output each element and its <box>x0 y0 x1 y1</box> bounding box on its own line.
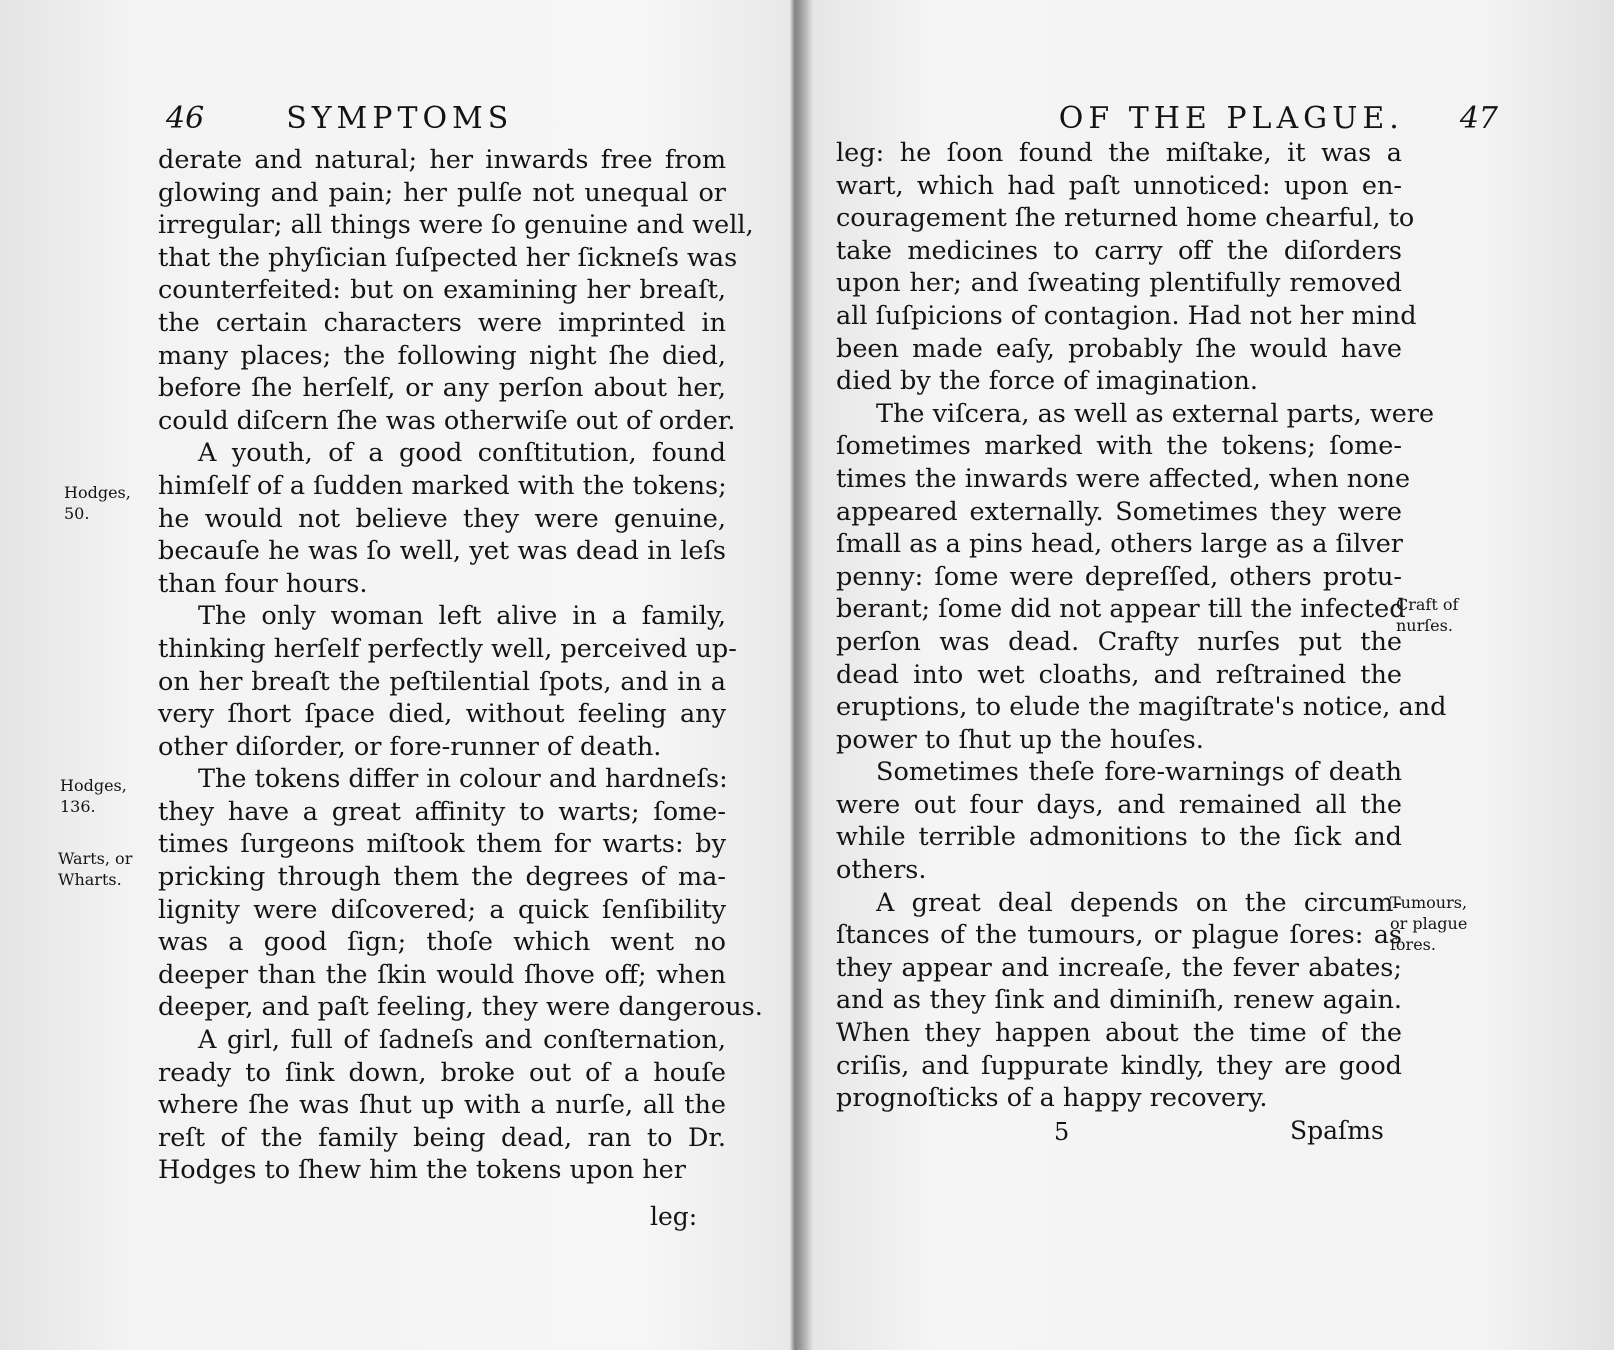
text-line: ready to ſink down, broke out of a houſe <box>158 1057 726 1088</box>
text-line: very ſhort ſpace died, without feeling any <box>158 699 726 730</box>
left-page <box>0 0 790 1350</box>
text-line: The tokens differ in colour and hardneſs: <box>198 764 728 795</box>
margin-note-hodges-50: Hodges, 50. <box>64 483 131 523</box>
text-line: deeper, and paſt feeling, they were dangerous. <box>158 992 763 1023</box>
left-page-number: 46 <box>166 100 205 136</box>
text-line: irregular; all things were ſo genuine and well, <box>158 210 754 241</box>
text-line: they have a great affinity to warts; ſome- <box>158 796 726 827</box>
right-catchword: Spaſms <box>1290 1116 1384 1145</box>
text-line: counterfeited: but on examining her breaſt, <box>158 275 726 306</box>
text-line: prognoſticks of a happy recovery. <box>836 1083 1268 1114</box>
text-line: lignity were diſcovered; a quick ſenſibility <box>158 894 726 925</box>
text-line: criſis, and ſuppurate kindly, they are good <box>836 1050 1402 1081</box>
left-catchword: leg: <box>650 1202 698 1231</box>
margin-note-warts: Warts, or Wharts. <box>58 849 133 889</box>
text-line: Hodges to ſhew him the tokens upon her <box>158 1155 686 1186</box>
text-line: derate and natural; her inwards free from <box>158 145 726 175</box>
text-line: Sometimes theſe fore-warnings of death <box>876 757 1402 788</box>
text-line: The viſcera, as well as external parts, were <box>876 398 1435 429</box>
text-line: he would not believe they were genuine, <box>158 503 726 534</box>
text-line: thinking herſelf perfectly well, perceived up- <box>158 633 737 664</box>
text-line: times ſurgeons miſtook them for warts: by <box>158 829 726 860</box>
text-line: A great deal depends on the circum- <box>876 887 1402 918</box>
text-line: couragement ſhe returned home chearful, to <box>836 203 1415 234</box>
margin-note-tumours: Tumours, or plague ſores. <box>1390 893 1468 954</box>
text-line: appeared externally. Sometimes they were <box>836 496 1402 527</box>
text-line: penny: ſome were depreſſed, others protu- <box>836 561 1402 592</box>
text-line: others. <box>836 855 927 886</box>
text-line: take medicines to carry off the diſorders <box>836 235 1402 266</box>
right-page-number: 47 <box>1459 100 1498 136</box>
right-running-title: OF THE PLAGUE. <box>1058 100 1404 136</box>
text-line: the certain characters were imprinted in <box>158 307 726 338</box>
text-line: ſmall as a pins head, others large as a ſilver <box>836 529 1403 560</box>
right-running-head <box>938 96 1498 140</box>
text-line: than four hours. <box>158 568 368 599</box>
book-gutter <box>790 0 800 1350</box>
text-line: deeper than the ſkin would ſhove off; when <box>158 959 726 990</box>
text-line: A girl, full of ſadneſs and conſternation, <box>198 1025 726 1056</box>
signature-mark: 5 <box>1054 1118 1070 1146</box>
text-line: on her breaſt the peſtilential ſpots, and in a <box>158 666 726 697</box>
text-line: ſtances of the tumours, or plague ſores: as <box>836 920 1402 951</box>
text-line: where ſhe was ſhut up with a nurſe, all the <box>158 1090 726 1121</box>
text-line: reſt of the family being dead, ran to Dr. <box>158 1122 726 1153</box>
text-line: and as they ſink and diminiſh, renew again. <box>836 985 1402 1016</box>
text-line: they appear and increaſe, the fever abates; <box>836 952 1402 983</box>
text-line: When they happen about the time of the <box>836 1018 1402 1049</box>
text-line: berant; ſome did not appear till the infected <box>836 594 1406 625</box>
left-body-text <box>158 144 763 1187</box>
text-line: The only woman left alive in a family, <box>198 601 726 632</box>
right-page <box>800 0 1614 1350</box>
text-line: pricking through them the degrees of ma- <box>158 862 726 893</box>
text-line: leg: he ſoon found the miſtake, it was a <box>836 138 1402 168</box>
text-line: wart, which had paſt unnoticed: upon en- <box>836 170 1402 201</box>
text-line: eruptions, to elude the magiſtrate's notice, and <box>836 692 1447 723</box>
text-line: all ſuſpicions of contagion. Had not her mind <box>836 300 1417 331</box>
left-running-title: SYMPTOMS <box>286 100 514 136</box>
text-line: A youth, of a good conſtitution, found <box>198 438 726 469</box>
text-line: was a good ſign; thoſe which went no <box>158 927 726 958</box>
text-line: were out four days, and remained all the <box>836 789 1402 820</box>
text-line: ſometimes marked with the tokens; ſome- <box>836 431 1402 462</box>
left-running-head <box>166 96 726 140</box>
text-line: times the inwards were affected, when none <box>836 463 1411 494</box>
text-line: that the phyſician ſuſpected her ſickneſs was <box>158 242 738 273</box>
text-line: before ſhe herſelf, or any perſon about her, <box>158 373 726 404</box>
text-line: could diſcern ſhe was otherwiſe out of order. <box>158 405 736 436</box>
margin-note-craft-of-nurses: Craft of nurſes. <box>1396 595 1459 635</box>
text-line: power to ſhut up the houſes. <box>836 724 1204 755</box>
text-line: perſon was dead. Crafty nurſes put the <box>836 626 1402 657</box>
text-line: other diſorder, or fore-runner of death. <box>158 731 662 762</box>
margin-note-hodges-136: Hodges, 136. <box>60 776 127 816</box>
text-line: dead into wet cloaths, and reſtrained the <box>836 659 1402 690</box>
text-line: been made eaſy, probably ſhe would have <box>836 333 1402 364</box>
text-line: many places; the following night ſhe died, <box>158 340 726 371</box>
text-line: himſelf of a ſudden marked with the tokens; <box>158 470 727 501</box>
text-line: upon her; and ſweating plentifully removed <box>836 268 1402 299</box>
text-line: becauſe he was ſo well, yet was dead in leſs <box>158 536 726 567</box>
text-line: while terrible admonitions to the ſick and <box>836 822 1402 853</box>
text-line: died by the force of imagination. <box>836 366 1258 397</box>
text-line: glowing and pain; her pulſe not unequal or <box>158 177 726 208</box>
